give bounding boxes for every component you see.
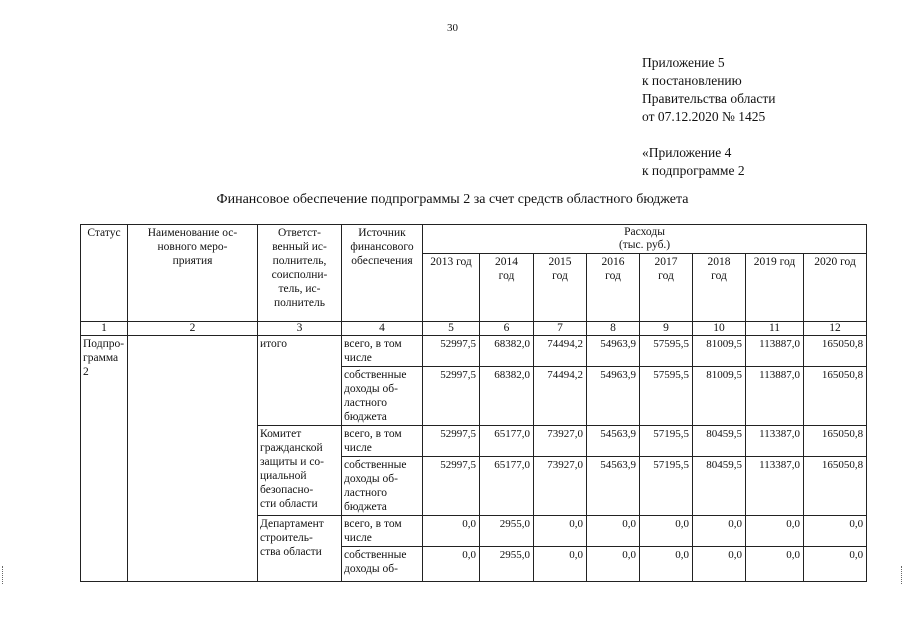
- executor-cell: Комитет гражданской защиты и со- циальной безопасно- сти области: [258, 426, 342, 516]
- expense-value-cell: 52997,5: [423, 336, 480, 367]
- header-year: 2014 год: [480, 254, 534, 322]
- header-year: 2013 год: [423, 254, 480, 322]
- header-name: Наименование ос- новного меро- приятия: [128, 225, 258, 322]
- expense-value-cell: 54563,9: [587, 426, 640, 457]
- annex-block: [642, 54, 775, 180]
- annex-line: от 07.12.2020 № 1425: [642, 109, 766, 124]
- source-cell: всего, в том числе: [342, 426, 423, 457]
- status-cell: Подпро- грамма 2: [81, 336, 128, 582]
- header-year: 2017 год: [640, 254, 693, 322]
- page-number: 30: [447, 22, 458, 34]
- annex-line: Приложение 5: [642, 55, 725, 70]
- source-cell: собственные доходы об- ластного бюджета: [342, 457, 423, 516]
- source-cell: всего, в том числе: [342, 516, 423, 547]
- expense-value-cell: 57595,5: [640, 367, 693, 426]
- expense-value-cell: 74494,2: [534, 367, 587, 426]
- expense-value-cell: 113887,0: [746, 367, 804, 426]
- source-cell: собственные доходы об- ластного бюджета: [342, 367, 423, 426]
- annex-line: Правительства области: [642, 91, 776, 106]
- header-executor: Ответст- венный ис- полнитель, соисполни- тель, ис- полнитель: [258, 225, 342, 322]
- expense-value-cell: 0,0: [534, 547, 587, 582]
- expense-value-cell: 113887,0: [746, 336, 804, 367]
- column-number: 5: [423, 322, 480, 336]
- expense-value-cell: 0,0: [423, 516, 480, 547]
- expense-value-cell: 80459,5: [693, 426, 746, 457]
- scan-edge-mark-left: [2, 566, 5, 584]
- expense-value-cell: 73927,0: [534, 457, 587, 516]
- source-cell: всего, в том числе: [342, 336, 423, 367]
- expense-value-cell: 165050,8: [804, 367, 867, 426]
- expense-value-cell: 0,0: [587, 547, 640, 582]
- column-number: 2: [128, 322, 258, 336]
- expense-value-cell: 0,0: [640, 547, 693, 582]
- expense-value-cell: 0,0: [693, 547, 746, 582]
- document-title: Финансовое обеспечение подпрограммы 2 за счет средств областного бюджета: [216, 192, 689, 207]
- expense-value-cell: 73927,0: [534, 426, 587, 457]
- expense-value-cell: 2955,0: [480, 547, 534, 582]
- expense-value-cell: 0,0: [587, 516, 640, 547]
- expense-value-cell: 0,0: [804, 516, 867, 547]
- header-status: Статус: [81, 225, 128, 322]
- expense-value-cell: 2955,0: [480, 516, 534, 547]
- activity-name-cell: [128, 336, 258, 582]
- expense-value-cell: 81009,5: [693, 336, 746, 367]
- expense-value-cell: 0,0: [804, 547, 867, 582]
- expense-value-cell: 52997,5: [423, 426, 480, 457]
- annex-line: «Приложение 4: [642, 145, 732, 160]
- expense-value-cell: 165050,8: [804, 336, 867, 367]
- column-number: 10: [693, 322, 746, 336]
- expense-value-cell: 0,0: [640, 516, 693, 547]
- column-number: 3: [258, 322, 342, 336]
- header-year: 2018 год: [693, 254, 746, 322]
- header-year: 2019 год: [746, 254, 804, 322]
- column-number: 8: [587, 322, 640, 336]
- header-year: 2015 год: [534, 254, 587, 322]
- column-number: 9: [640, 322, 693, 336]
- expense-value-cell: 81009,5: [693, 367, 746, 426]
- table-row: [81, 336, 867, 367]
- expense-value-cell: 52997,5: [423, 457, 480, 516]
- expense-value-cell: 52997,5: [423, 367, 480, 426]
- header-source: Источник финансового обеспечения: [342, 225, 423, 322]
- expense-value-cell: 165050,8: [804, 457, 867, 516]
- column-number: 7: [534, 322, 587, 336]
- finance-table: [80, 224, 867, 582]
- column-number: 4: [342, 322, 423, 336]
- expense-value-cell: 0,0: [534, 516, 587, 547]
- source-cell: собственные доходы об-: [342, 547, 423, 582]
- expense-value-cell: 165050,8: [804, 426, 867, 457]
- column-number: 1: [81, 322, 128, 336]
- executor-cell: итого: [258, 336, 342, 426]
- expense-value-cell: 54963,9: [587, 336, 640, 367]
- expense-value-cell: 54563,9: [587, 457, 640, 516]
- expense-value-cell: 0,0: [746, 516, 804, 547]
- expense-value-cell: 0,0: [423, 547, 480, 582]
- expense-value-cell: 54963,9: [587, 367, 640, 426]
- expense-value-cell: 68382,0: [480, 336, 534, 367]
- scan-edge-mark-right: [901, 566, 904, 584]
- annex-line: к постановлению: [642, 73, 742, 88]
- expense-value-cell: 57195,5: [640, 457, 693, 516]
- expense-value-cell: 57595,5: [640, 336, 693, 367]
- column-number: 12: [804, 322, 867, 336]
- expense-value-cell: 0,0: [746, 547, 804, 582]
- header-year: 2016 год: [587, 254, 640, 322]
- expense-value-cell: 68382,0: [480, 367, 534, 426]
- expense-value-cell: 65177,0: [480, 457, 534, 516]
- expense-value-cell: 113387,0: [746, 426, 804, 457]
- header-year: 2020 год: [804, 254, 867, 322]
- column-number: 6: [480, 322, 534, 336]
- header-expenses: Расходы (тыс. руб.): [423, 225, 867, 254]
- executor-cell: Департамент строитель- ства области: [258, 516, 342, 582]
- expense-value-cell: 80459,5: [693, 457, 746, 516]
- expense-value-cell: 65177,0: [480, 426, 534, 457]
- annex-line: к подпрограмме 2: [642, 163, 745, 178]
- expense-value-cell: 57195,5: [640, 426, 693, 457]
- column-number: 11: [746, 322, 804, 336]
- annex-spacer: [642, 126, 775, 144]
- expense-value-cell: 74494,2: [534, 336, 587, 367]
- expense-value-cell: 0,0: [693, 516, 746, 547]
- expense-value-cell: 113387,0: [746, 457, 804, 516]
